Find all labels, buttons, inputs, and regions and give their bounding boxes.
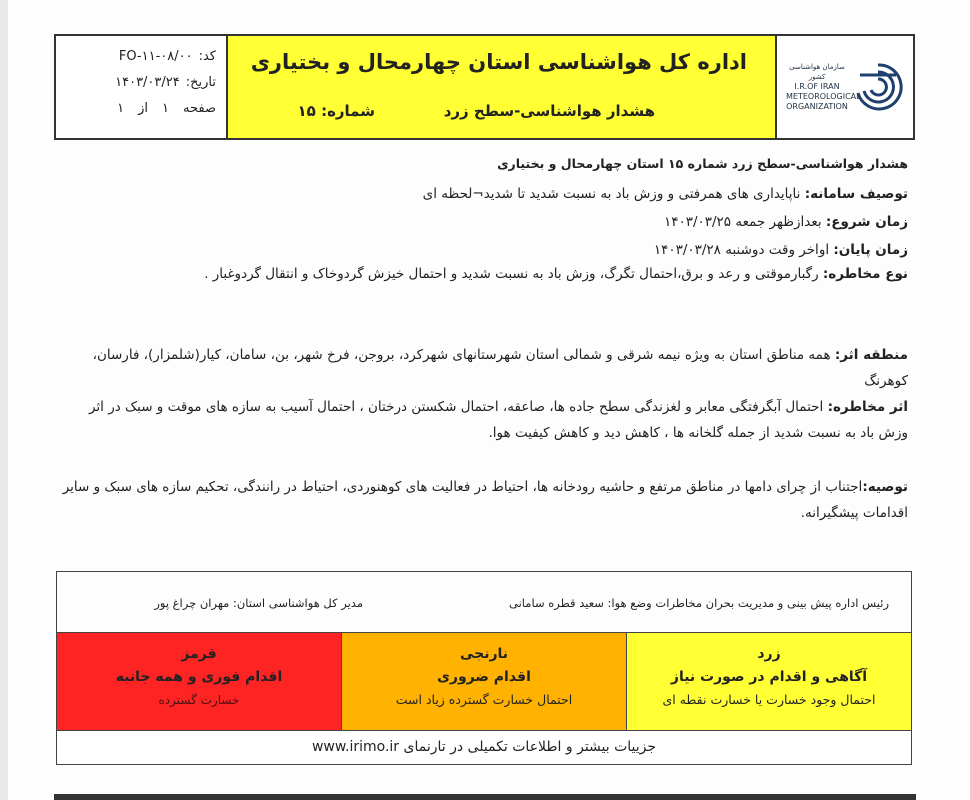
logo-fa-text: سازمان هواشناسی کشور: [789, 63, 845, 81]
director-signature: مدیر کل هواشناسی استان: مهران چراغ پور: [154, 596, 363, 610]
page-current: ۱: [162, 101, 170, 116]
level-description: احتمال خسارت گسترده زیاد است: [395, 692, 573, 707]
logo-cell: [775, 36, 913, 138]
code-value: FO-۱۱-۰۸/۰۰: [118, 49, 193, 64]
level-action: اقدام فوری و همه جانبه: [115, 669, 283, 685]
level-orange: [341, 633, 626, 730]
hazard-label: نوع مخاطره:: [822, 266, 908, 282]
advice-text: اجتناب از چرای دامها در مناطق مرتفع و حاشیه رودخانه ها، احتیاط در فعالیت های کوهنوردی، احتیاط در رانندگی، تحکیم سازه های سبک و سایر اقدامات پیشگیرانه.: [62, 479, 908, 521]
system-label: توصیف سامانه:: [804, 186, 908, 202]
page-total: ۱: [117, 101, 125, 116]
date-row: [66, 70, 216, 96]
end-text: اواخر وقت دوشنبه ۱۴۰۳/۰۳/۲۸: [653, 242, 834, 258]
footer-website-line: جزییات بیشتر و اطلاعات تکمیلی در تارنمای www.irimo.ir: [56, 731, 912, 765]
effect-text: احتمال آبگرفتگی معابر و لغزندگی سطح جاده ها، صاعقه، احتمال شکستن درختان ، احتمال آسیب به سازه های موقت و سبک در اثر وزش باد به نسبت شدید از جمله گلخانه ها ، کاهش دید و کاهش کیفیت هوا.: [88, 399, 908, 441]
effect-label: اثر مخاطره:: [827, 399, 908, 415]
end-time: [62, 238, 908, 262]
warning-title: هشدار هواشناسی-سطح زرد: [443, 102, 655, 120]
start-label: زمان شروع:: [825, 214, 908, 230]
bottom-border: [54, 794, 916, 800]
level-name: نارنجی: [459, 646, 509, 662]
system-description: [62, 182, 908, 206]
date-label: تاریخ:: [185, 75, 216, 90]
area-label: منطقه اثر:: [834, 347, 908, 363]
level-yellow: [626, 633, 911, 730]
hazard-text: رگبارموقتی و رعد و برق،احتمال تگرگ، وزش باد به نسبت شدید و احتمال خیزش گردوخاک و انتقال گردوغبار .: [204, 266, 823, 282]
area-text: همه مناطق استان به ویژه نیمه شرقی و شمالی استان شهرستانهای شهرکرد، بروجن، فرخ شهر، بن، سامان، کیار(شلمزار)، فارسان، کوهرنگ: [92, 347, 908, 389]
hazard-type: [62, 262, 908, 286]
document-header: [54, 34, 915, 140]
start-time: [62, 210, 908, 234]
page-of: از: [138, 101, 149, 116]
warning-levels-table: [56, 633, 912, 731]
subject-line: هشدار هواشناسی-سطح زرد شماره ۱۵ استان چهارمحال و بختیاری: [497, 156, 908, 171]
start-text: بعدازظهر جمعه ۱۴۰۳/۰۳/۲۵: [663, 214, 826, 230]
advice: [62, 474, 908, 526]
code-label: کد:: [198, 49, 216, 64]
irimo-spiral-icon: [852, 61, 904, 113]
warning-number: شماره: ۱۵: [297, 102, 375, 120]
advice-label: توصیه:: [862, 479, 908, 495]
system-text: ناپایداری های همرفتی و وزش باد به نسبت شدید تا شدید¬لحظه ای: [422, 186, 805, 202]
hazard-effect: [62, 394, 908, 446]
warning-body: [62, 150, 908, 526]
page-edge: [0, 0, 8, 800]
level-description: خسارت گسترده: [158, 693, 240, 707]
logo-en-text: I.R.OF IRAN METEOROLOGICAL ORGANIZATION: [786, 82, 861, 111]
meta-cell: [56, 36, 226, 138]
level-description: احتمال وجود خسارت یا خسارت نقطه ای: [662, 692, 876, 707]
level-name: زرد: [757, 646, 781, 662]
page-label: صفحه: [183, 101, 216, 116]
org-title: اداره کل هواشناسی استان چهارمحال و بختیاری: [250, 50, 747, 74]
level-action: آگاهی و اقدام در صورت نیاز: [670, 669, 868, 685]
affected-area: [62, 342, 908, 394]
crisis-head-signature: رئیس اداره پیش بینی و مدیریت بحران مخاطرات وضع هوا: سعید قطره سامانی: [509, 596, 889, 610]
level-action: اقدام ضروری: [437, 669, 531, 685]
level-red: [57, 633, 341, 730]
code-row: [66, 44, 216, 70]
date-value: ۱۴۰۳/۰۳/۲۴: [115, 75, 180, 90]
signature-box: [56, 571, 912, 633]
end-label: زمان پایان:: [833, 242, 908, 258]
title-cell: [226, 36, 775, 138]
page-row: [66, 96, 216, 122]
level-name: قرمز: [181, 646, 217, 662]
irimo-logo: [786, 61, 904, 113]
